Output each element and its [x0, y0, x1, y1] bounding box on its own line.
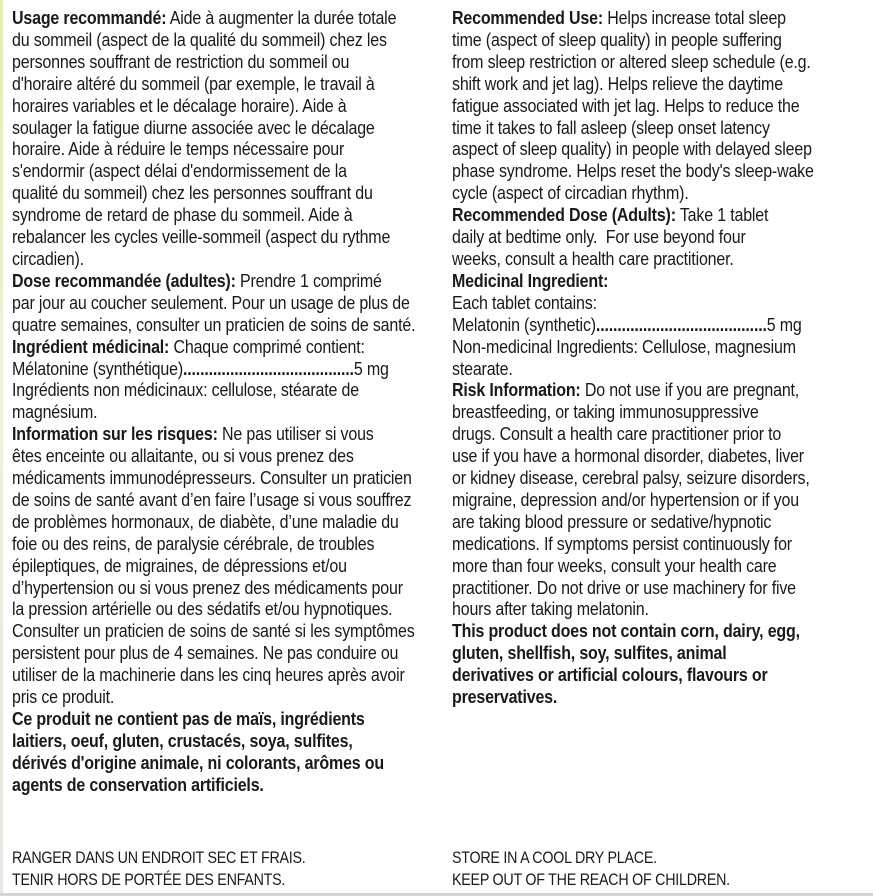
english-column — [452, 7, 873, 708]
fr-allergen-line: dérivés d'origine animale, ni colorants, arômes ou — [12, 751, 384, 773]
fr-risks-line: de soins de santé avant d’en faire l’usage si vous souffrez — [12, 488, 412, 510]
en-ingredient-section — [452, 270, 873, 380]
fr-risks-line: persistent pour plus de 4 semaines. Ne pas conduire ou — [12, 642, 399, 664]
en-non-medicinal-line: stearate. — [452, 357, 513, 379]
en-risks-line: use if you have a hormonal disorder, diabetes, liver — [452, 445, 804, 467]
fr-storage-notice — [12, 847, 361, 891]
en-usage-line: Recommended Use: Helps increase total sleep — [452, 7, 786, 28]
en-ingredient-name: Melatonin (synthetic) — [452, 313, 596, 335]
en-allergen-line: This product does not contain corn, dairy, egg, — [452, 620, 800, 642]
en-usage-line: time it takes to fall asleep (sleep onset latency — [452, 116, 770, 138]
label-left-edge — [0, 0, 3, 893]
en-risks-line: hours after taking melatonin. — [452, 598, 649, 620]
en-risks-line: breastfeeding, or taking immunosuppressive — [452, 401, 759, 423]
fr-dose-line: Dose recommandée (adultes): Prendre 1 comprimé — [12, 269, 382, 291]
fr-usage-line: horaire. Aide à réduire le temps nécessaire pour — [12, 138, 345, 160]
en-non-medicinal-line: Non-medicinal Ingredients: Cellulose, magnesium — [452, 335, 796, 357]
fr-usage-section — [12, 7, 442, 270]
fr-storage-line: TENIR HORS DE PORTÉE DES ENFANTS. — [12, 870, 286, 889]
french-column — [12, 7, 442, 796]
en-risks-line: migraine, depression and/or hypertension or if you — [452, 488, 799, 510]
fr-usage-line: rebalancer les cycles veille-sommeil (aspect du rythme — [12, 226, 391, 248]
en-risks-section — [452, 379, 873, 620]
en-allergen-line: gluten, shellfish, soy, sulfites, animal — [452, 642, 727, 664]
en-ingredient-line: Each tablet contains: — [452, 291, 597, 313]
fr-dose-section — [12, 270, 442, 336]
fr-risks-line: médicaments immunodépresseurs. Consulter un praticien — [12, 467, 412, 489]
en-usage-line: phase syndrome. Helps reset the body's sleep-wake — [452, 160, 814, 182]
fr-usage-label: Usage recommandé: — [12, 7, 167, 28]
en-ingredient-amount-line — [452, 314, 814, 336]
fr-risks-section — [12, 423, 442, 708]
en-allergen-line: preservatives. — [452, 686, 558, 708]
en-risks-line: medications. If symptoms persist continuously for — [452, 532, 792, 554]
en-usage-line: time (aspect of sleep quality) in people suffering — [452, 28, 782, 50]
en-storage-line: STORE IN A COOL DRY PLACE. — [452, 848, 657, 867]
en-ingredient-dots: ........................................ — [595, 313, 767, 335]
fr-usage-line: d'horaire altéré du sommeil (par exemple, le travail à — [12, 72, 375, 94]
fr-risks-line: utiliser de la machinerie dans les cinq heures après avoir — [12, 664, 405, 686]
fr-usage-line: soulager la fatigue diurne associée avec le décalage — [12, 116, 375, 138]
en-risks-line: drugs. Consult a health care practitioner prior to — [452, 423, 782, 445]
fr-usage-line: Usage recommandé: Aide à augmenter la durée totale — [12, 7, 397, 28]
en-dose-line: daily at bedtime only. For use beyond four — [452, 226, 746, 248]
fr-non-medicinal-line: Ingrédients non médicinaux: cellulose, stéarate de — [12, 379, 359, 401]
fr-usage-line: horaires variables et le décalage horaire). Aide à — [12, 94, 347, 116]
fr-risks-line: Information sur les risques: Ne pas utiliser si vous — [12, 423, 374, 445]
fr-risks-line: foie ou des reins, de paralysie cérébrale, de troubles — [12, 532, 375, 554]
en-dose-line: weeks, consult a health care practitioner. — [452, 247, 734, 269]
en-dose-line: Recommended Dose (Adults): Take 1 tablet — [452, 204, 769, 226]
en-usage-line: aspect of sleep quality) in people with delayed sleep — [452, 138, 812, 160]
fr-risks-line: Consulter un praticien de soins de santé si les symptômes — [12, 620, 415, 642]
fr-ingredient-section — [12, 336, 442, 424]
en-risks-line: are taking blood pressure or sedative/hypnotic — [452, 510, 772, 532]
en-storage-line: KEEP OUT OF THE REACH OF CHILDREN. — [452, 870, 730, 889]
fr-risks-label: Information sur les risques: — [12, 423, 218, 445]
en-allergen-section — [452, 620, 873, 708]
fr-risks-line: de problèmes hormonaux, de diabète, d’une maladie du — [12, 510, 399, 532]
en-usage-line: fatigue associated with jet lag. Helps to reduce the — [452, 94, 800, 116]
fr-usage-line: s'endormir (aspect délai d'endormissement de la — [12, 160, 347, 182]
fr-ingredient-line: Ingrédient médicinal: Chaque comprimé contient: — [12, 335, 365, 357]
en-storage-notice — [452, 847, 783, 891]
fr-usage-line: personnes souffrant de restriction du sommeil ou — [12, 50, 350, 72]
fr-ingredient-amount-line — [12, 357, 389, 380]
fr-risks-line: épileptiques, de migraines, de dépressions et/ou — [12, 554, 347, 576]
en-risks-line: or kidney disease, cerebral palsy, seizure disorders, — [452, 467, 810, 489]
fr-usage-line: syndrome de retard de phase du sommeil. Aide à — [12, 204, 353, 226]
en-ingredient-label: Medicinal Ingredient: — [452, 269, 609, 291]
en-risks-line: Risk Information: Do not use if you are pregnant, — [452, 379, 800, 401]
fr-allergen-line: laitiers, oeuf, gluten, crustacés, soya, sulfites, — [12, 729, 353, 751]
en-risks-line: practitioner. Do not drive or use machinery for five — [452, 576, 796, 598]
en-risks-line: more than four weeks, consult your health care — [452, 554, 777, 576]
fr-ingredient-amount: 5 mg — [353, 357, 389, 379]
en-usage-line: shift work and jet lag). Helps relieve the daytime — [452, 72, 783, 94]
en-dose-section — [452, 204, 873, 270]
en-ingredient-amount: 5 mg — [766, 313, 802, 335]
en-usage-line: from sleep restriction or altered sleep schedule (e.g. — [452, 50, 811, 72]
fr-storage-line: RANGER DANS UN ENDROIT SEC ET FRAIS. — [12, 848, 306, 867]
en-usage-line: cycle (aspect of circadian rhythm). — [452, 182, 689, 204]
fr-non-medicinal-line: magnésium. — [12, 401, 98, 423]
en-risks-label: Risk Information: — [452, 379, 581, 401]
fr-risks-line: d’hypertension ou si vous prenez des médicaments pour — [12, 576, 403, 598]
fr-risks-line: êtes enceinte ou allaitante, ou si vous prenez des — [12, 445, 354, 467]
fr-usage-line: qualité du sommeil) chez les personnes souffrant du — [12, 182, 373, 204]
fr-ingredient-dots: ........................................ — [182, 357, 354, 379]
fr-ingredient-name: Mélatonine (synthétique) — [12, 357, 183, 379]
fr-allergen-line: agents de conservation artificiels. — [12, 773, 264, 795]
fr-risks-line: pris ce produit. — [12, 686, 115, 708]
fr-allergen-section — [12, 708, 442, 796]
fr-allergen-line: Ce produit ne contient pas de maïs, ingrédients — [12, 708, 365, 729]
fr-dose-label: Dose recommandée (adultes): — [12, 269, 236, 291]
fr-dose-line: par jour au coucher seulement. Pour un usage de plus de — [12, 291, 410, 313]
fr-dose-line: quatre semaines, consulter un praticien de soins de santé. — [12, 313, 416, 335]
en-usage-label: Recommended Use: — [452, 7, 603, 28]
fr-usage-line: circadien). — [12, 247, 84, 269]
fr-ingredient-label: Ingrédient médicinal: — [12, 335, 170, 357]
en-allergen-line: derivatives or artificial colours, flavours or — [452, 664, 768, 686]
fr-risks-line: la pression artérielle ou des sédatifs et/ou hypnotiques. — [12, 598, 393, 620]
en-dose-label: Recommended Dose (Adults): — [452, 204, 676, 226]
fr-usage-line: du sommeil (aspect de la qualité du sommeil) chez les — [12, 28, 387, 50]
en-usage-section — [452, 7, 873, 204]
